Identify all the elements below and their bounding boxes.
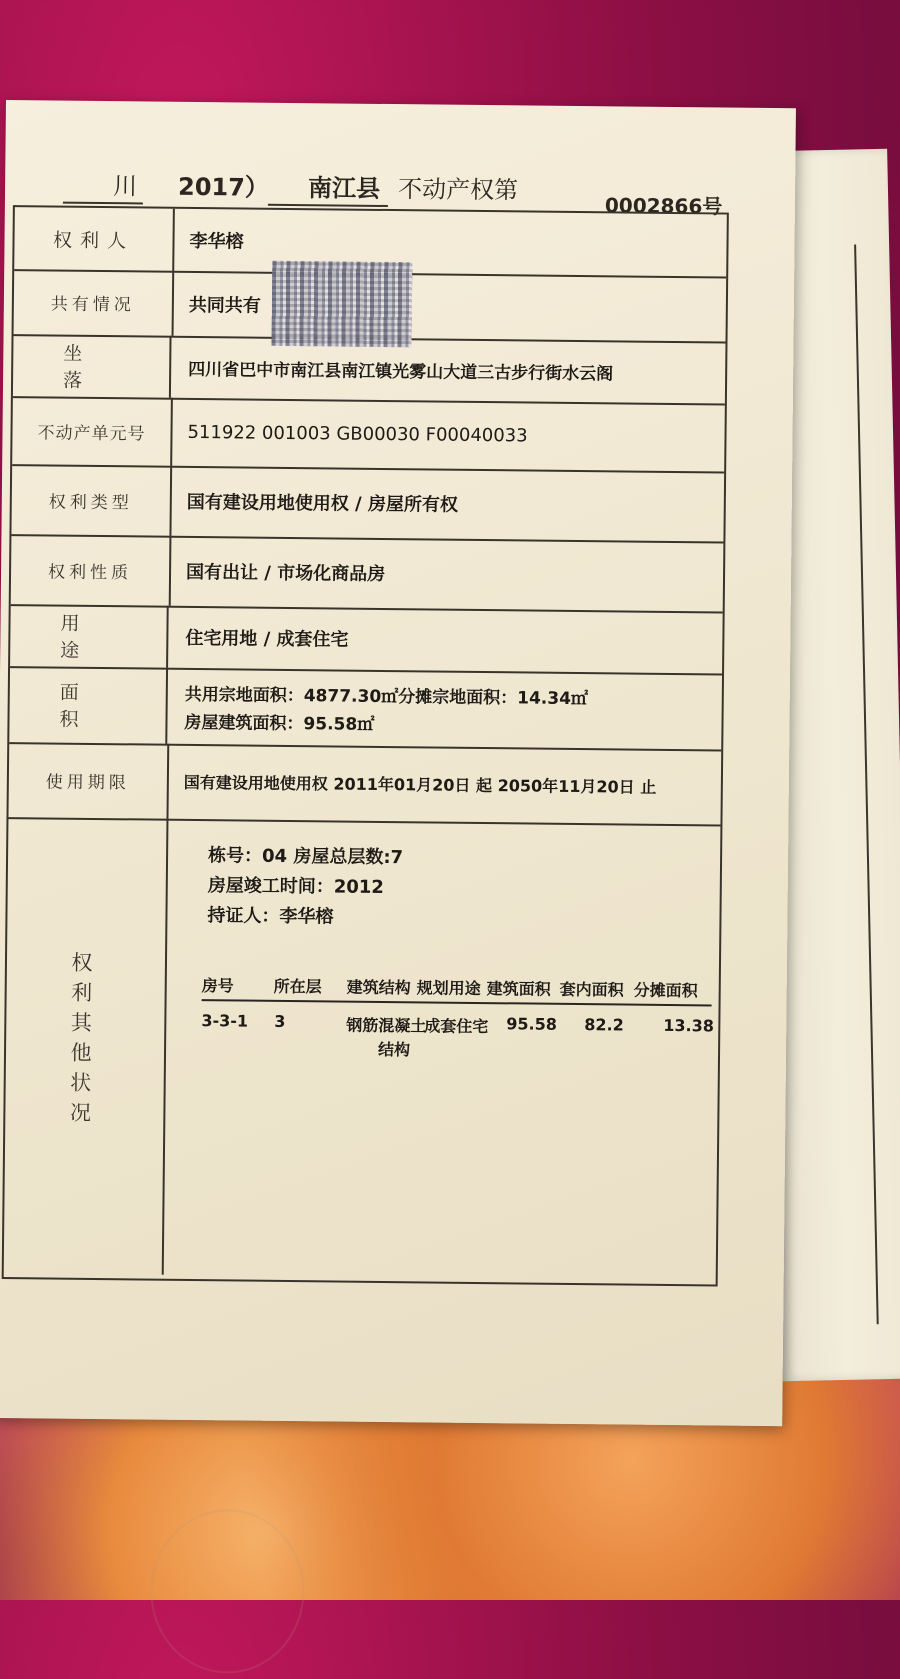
faint-stamp [150, 1509, 306, 1675]
row-other-status [4, 817, 721, 1280]
certificate-page [0, 100, 796, 1426]
td-shared-area: 13.38 [663, 1015, 715, 1036]
value-area-line1: 共用宗地面积：4877.30㎡分摊宗地面积：14.34㎡ [184, 684, 589, 710]
building-info: 栋号：04 房屋总层数:7 [207, 845, 404, 869]
completion-year: 房屋竣工时间：2012 [207, 875, 384, 898]
td-usage: 成套住宅 [424, 1016, 489, 1037]
label-other-status: 权 利 其 他 状 况 [69, 950, 93, 1125]
label-term: 使用期限 [8, 742, 169, 819]
value-unit-number: 511922 001003 GB00030 F00040033 [187, 421, 528, 446]
holder-name: 持证人：李华榕 [207, 905, 334, 928]
value-right-type: 国有建设用地使用权 / 房屋所有权 [186, 491, 459, 516]
td-floor: 3 [274, 1011, 286, 1031]
label-usage: 用途 [10, 604, 169, 668]
cert-year: 2017） [177, 172, 270, 202]
value-right-nature: 国有出让 / 市场化商品房 [185, 561, 386, 585]
td-inner-area: 82.2 [584, 1015, 624, 1035]
row-unit-number [12, 396, 725, 473]
row-area [9, 666, 722, 751]
value-co-ownership: 共同共有 [188, 294, 261, 317]
label-owner: 权利人 [14, 207, 175, 271]
label-location: 坐落 [13, 334, 172, 398]
th-room: 房号 [201, 976, 234, 996]
label-co-ownership: 共有情况 [14, 269, 175, 336]
value-owner: 李华榕 [189, 230, 244, 253]
redaction-block [271, 261, 412, 347]
td-building-area: 95.58 [506, 1014, 558, 1034]
label-area: 面积 [9, 666, 168, 744]
row-right-nature [11, 534, 724, 613]
label-right-type: 权利类型 [11, 464, 172, 536]
th-building-area: 建筑面积 [486, 979, 551, 999]
certificate-table [2, 205, 729, 1286]
province-char: 川 [112, 172, 138, 201]
th-structure: 建筑结构 [346, 977, 411, 998]
row-term [8, 742, 721, 826]
value-term: 国有建设用地使用权 2011年01月20日 起 2050年11月20日 止 [183, 772, 657, 797]
th-usage: 规划用途 [416, 978, 481, 999]
label-right-nature: 权利性质 [11, 534, 172, 606]
value-location: 四川省巴中市南江县南江镇光雾山大道三古步行街水云阁 [188, 359, 614, 384]
room-table-header [202, 969, 712, 1006]
cert-label: 不动产权第 [397, 175, 519, 205]
td-room: 3-3-1 [201, 1011, 249, 1031]
value-area-line2: 房屋建筑面积：95.58㎡ [184, 712, 375, 735]
th-inner-area: 套内面积 [559, 979, 624, 1000]
row-right-type [11, 464, 724, 543]
value-usage: 住宅用地 / 成套住宅 [185, 627, 349, 651]
label-unit-number: 不动产单元号 [12, 396, 173, 466]
td-structure-2: 结构 [377, 1039, 411, 1060]
th-floor: 所在层 [273, 976, 322, 997]
row-usage [10, 604, 723, 675]
cert-number: 0002866号 [604, 193, 723, 219]
th-shared-area: 分摊面积 [633, 980, 698, 1001]
td-structure-1: 钢筋混凝土 [346, 1015, 427, 1036]
county-name: 南江县 [307, 174, 381, 203]
